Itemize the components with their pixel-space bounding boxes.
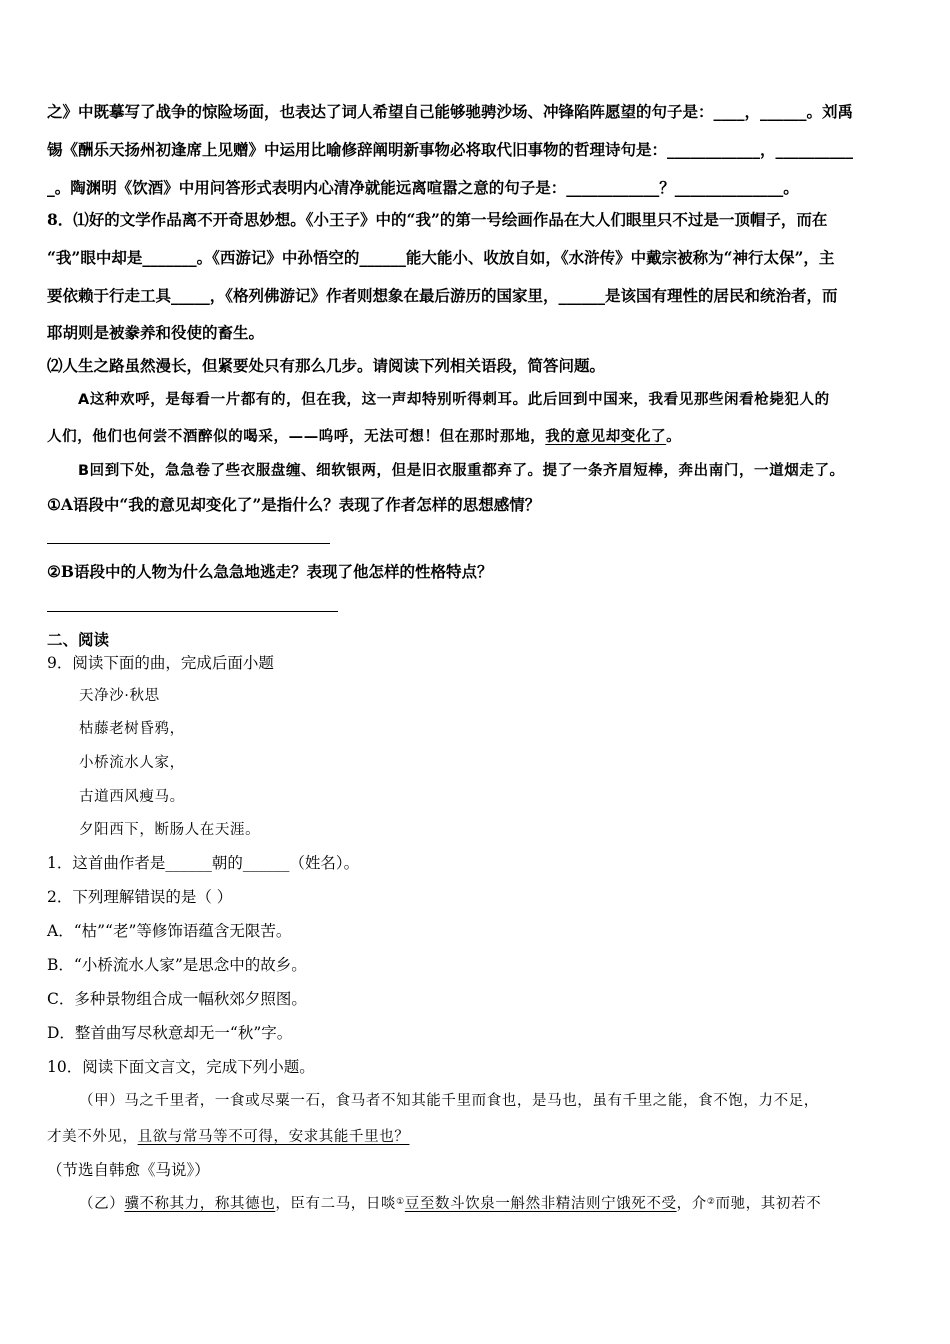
- sub-question-a: ①A语段中“我的意见却变化了”是指什么？表现了作者怎样的思想感情？: [47, 495, 541, 514]
- answer-line[interactable]: [47, 543, 330, 544]
- sub-question-2: 2．下列理解错误的是（ ）: [47, 888, 233, 906]
- option-d: D．整首曲写尽秋意却无一“秋”字。: [47, 1024, 293, 1042]
- poem-line: 夕阳西下，断肠人在天涯。: [79, 822, 261, 838]
- passage-text: 人们，他们也何尝不酒醉似的喝采，——呜呼，无法可想！但在那时那地，: [47, 429, 546, 445]
- section-heading: 二、阅读: [47, 630, 110, 649]
- passage-text: （乙）: [79, 1196, 125, 1212]
- option-a: A．“枯”“老”等修饰语蕴含无限苦。: [47, 922, 292, 940]
- underlined-phrase: 我的意见却变化了: [545, 429, 667, 445]
- answer-line[interactable]: [47, 611, 338, 612]
- sub-question-1: 1．这首曲作者是______朝的______（姓名）。: [47, 854, 360, 872]
- passage-jia-line: [47, 1126, 917, 1148]
- poem-line: 古道西风瘦马。: [79, 789, 185, 805]
- passage-b-line: B回到下处，急急卷了些衣服盘缠、细软银两，但是旧衣服重都弃了。提了一条齐眉短棒，奔出南门，一道烟走了。: [78, 463, 845, 479]
- question-8-line: 耶胡则是被豢养和役使的畜生。: [47, 323, 265, 342]
- underlined-sentence: 骥不称其力，称其德也: [124, 1196, 276, 1212]
- passage-text: 。: [666, 429, 682, 445]
- poem-title: 天净沙·秋思: [79, 688, 160, 704]
- footnote-marker: ①: [396, 1197, 405, 1207]
- text-line: 之》中既摹写了战争的惊险场面，也表达了词人希望自己能够驰骋沙场、冲锋陷阵愿望的句子是：____，______。刘禹: [47, 102, 854, 121]
- poem-line: 小桥流水人家，: [79, 755, 185, 771]
- question-8-line: “我”眼中却是_______。《西游记》中孙悟空的______能大能小、收放自如，《水浒传》中戴宗被称为“神行太保”，主: [47, 248, 835, 267]
- poem-line: 枯藤老树昏鸦，: [79, 721, 185, 737]
- option-b: B．“小桥流水人家”是思念中的故乡。: [47, 956, 307, 974]
- passage-text: 才美不外见，: [47, 1129, 138, 1145]
- passage-text: ，臣有二马，日啖: [275, 1196, 397, 1212]
- passage-yi-line: [79, 1193, 949, 1215]
- underlined-sentence: 豆至数斗饮泉一斛然非精洁则宁饿死不受: [404, 1196, 677, 1212]
- question-8-line: 8．⑴好的文学作品离不开奇思妙想。《小王子》中的“我”的第一号绘画作品在大人们眼里只不过是一顶帽子，而在: [47, 210, 828, 229]
- passage-text: 而驰，其初若不: [715, 1196, 822, 1212]
- question-10: 10．阅读下面文言文，完成下列小题。: [47, 1058, 315, 1076]
- passage-text: ，介: [676, 1196, 707, 1212]
- footnote-marker: ②: [706, 1197, 716, 1207]
- source-note: （节选自韩愈《马说》）: [47, 1161, 210, 1179]
- text-line: _。陶渊明《饮酒》中用问答形式表明内心清净就能远离喧嚣之意的句子是：____________？______________。: [47, 178, 799, 197]
- sub-question-b: ②B语段中的人物为什么急急地逃走？表现了他怎样的性格特点？: [47, 562, 493, 581]
- question-8-line: 要依赖于行走工具_____，《格列佛游记》作者则想象在最后游历的国家里，______是该国有理性的居民和统治者，而: [47, 286, 838, 305]
- option-c: C．多种景物组合成一幅秋郊夕照图。: [47, 990, 307, 1008]
- passage-jia-line: （甲）马之千里者，一食或尽粟一石，食马者不知其能千里而食也，是马也，虽有千里之能，食不饱，力不足，: [79, 1093, 819, 1109]
- passage-a-line: [47, 426, 917, 448]
- underlined-sentence: 且欲与常马等不可得，安求其能千里也？: [137, 1129, 410, 1145]
- question-8-line: ⑵人生之路虽然漫长，但紧要处只有那么几步。请阅读下列相关语段，简答问题。: [47, 356, 606, 375]
- question-9: 9．阅读下面的曲，完成后面小题: [47, 654, 274, 672]
- passage-a-line: A这种欢呼，是每看一片都有的，但在我，这一声却特别听得刺耳。此后回到中国来，我看见那些闲看枪毙犯人的: [78, 392, 830, 408]
- text-line: 锡《酬乐天扬州初逢席上见赠》中运用比喻修辞阐明新事物必将取代旧事物的哲理诗句是：____________，__________: [47, 140, 854, 159]
